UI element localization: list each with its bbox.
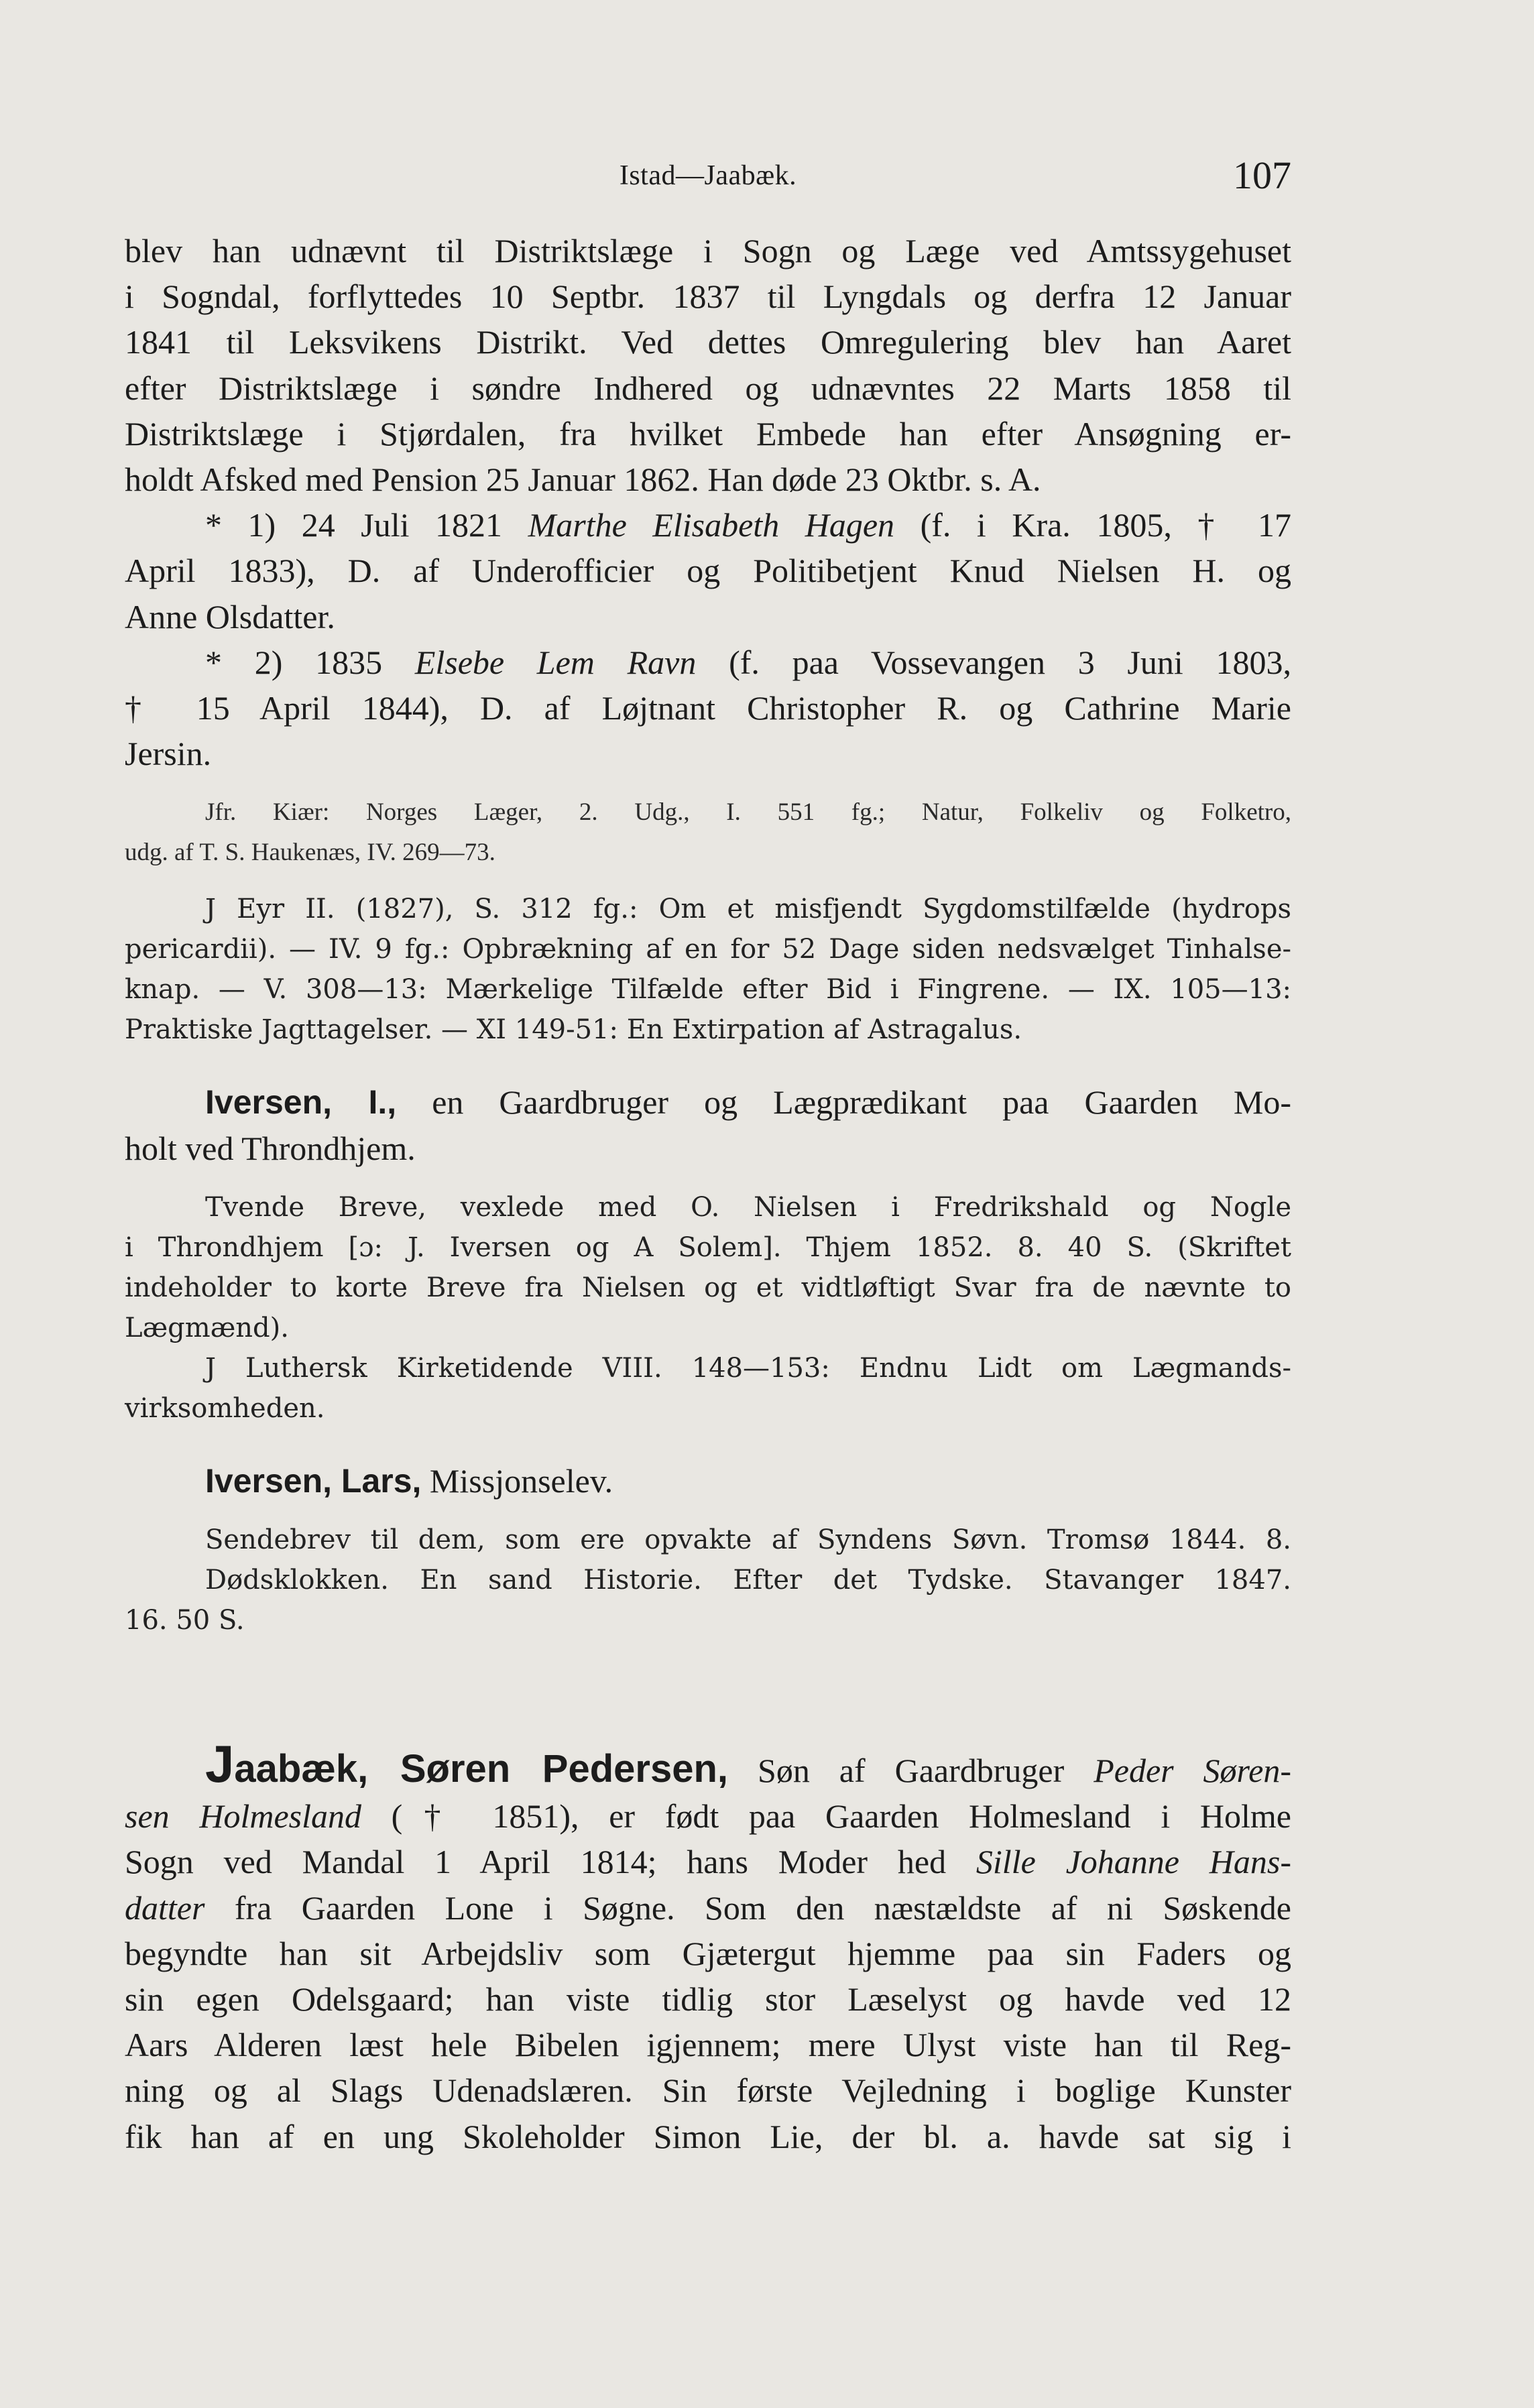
iversen-i-entry bbox=[125, 1079, 1291, 1428]
text-line bbox=[125, 1885, 1291, 1931]
text-line: sin egen Odelsgaard; han viste tidlig stor Læselyst og havde ved 12 bbox=[125, 1980, 1291, 2019]
father-name: Peder Søren- bbox=[1094, 1752, 1291, 1790]
marriage-2-detail: (f. paa Vossevangen 3 Juni 1803, bbox=[696, 643, 1291, 681]
text-line bbox=[125, 1839, 1291, 1884]
istad-entry-tail bbox=[125, 228, 1291, 1050]
text-line: ning og al Slags Udenadslæren. Sin første Vejledning i boglige Kunster bbox=[125, 2071, 1291, 2110]
works-line: Tvende Breve, vexlede med O. Nielsen i Fredrikshald og Nogle bbox=[205, 1191, 1291, 1223]
marriage-2-date: * 2) 1835 bbox=[205, 643, 415, 681]
entry-headword: Iversen, I., bbox=[205, 1083, 397, 1122]
text-line: holt ved Throndhjem. bbox=[125, 1129, 416, 1167]
marriage-1-line bbox=[125, 502, 1291, 548]
text-line: holdt Afsked med Pension 25 Januar 1862. Han døde 23 Oktbr. s. A. bbox=[125, 461, 1041, 499]
text-line bbox=[125, 1793, 1291, 1839]
works-line: i Throndhjem [ɔ: J. Iversen og A Solem]. Thjem 1852. 8. 40 S. (Skriftet bbox=[125, 1231, 1291, 1263]
works-line: Dødsklokken. En sand Historie. Efter det Tydske. Stavanger 1847. bbox=[205, 1565, 1291, 1596]
works-line: Lægmænd). bbox=[125, 1312, 289, 1343]
page-number: 107 bbox=[1233, 154, 1291, 197]
text-line: i Sogndal, forflyttedes 10 Septbr. 1837 til Lyngdals og derfra 12 Januar bbox=[125, 278, 1291, 316]
jaabaek-entry bbox=[125, 1734, 1292, 2159]
entry-heading-line bbox=[125, 1734, 1291, 1794]
marriage-1-detail: (f. i Kra. 1805, † 17 bbox=[894, 506, 1291, 544]
marriage-2-line bbox=[125, 640, 1291, 685]
text-line: Distriktslæge i Stjørdalen, fra hvilket Embede han efter Ansøgning er- bbox=[125, 414, 1291, 453]
spouse-name-1: Marthe Elisabeth Hagen bbox=[528, 506, 895, 544]
text-line: April 1833), D. af Underofficier og Politibetjent Knud Nielsen H. og bbox=[125, 552, 1291, 590]
spouse-name-2: Elsebe Lem Ravn bbox=[414, 643, 697, 681]
text-fragment: Søn af Gaardbruger bbox=[728, 1752, 1094, 1790]
entry-description: en Gaardbruger og Lægprædikant paa Gaarden Mo- bbox=[396, 1083, 1291, 1122]
entry-heading-line bbox=[125, 1079, 1291, 1125]
text-fragment: Sogn ved Mandal 1 April 1814; hans Moder hed bbox=[125, 1843, 976, 1881]
text-line: begyndte han sit Arbejdsliv som Gjætergut hjemme paa sin Faders og bbox=[125, 1934, 1291, 1972]
works-line: virksomheden. bbox=[125, 1392, 325, 1424]
mother-name-cont: datter bbox=[125, 1888, 205, 1927]
running-head: Istad—Jaabæk. bbox=[619, 160, 797, 191]
marriage-1-date: * 1) 24 Juli 1821 bbox=[205, 506, 528, 544]
text-line: fik han af en ung Skoleholder Simon Lie, der bl. a. havde sat sig i bbox=[125, 2117, 1291, 2155]
headword-rest: aabæk, Søren Pedersen, bbox=[234, 1747, 729, 1791]
text-line: Jersin. bbox=[125, 735, 212, 773]
text-line: Anne Olsdatter. bbox=[125, 597, 335, 636]
iversen-lars-entry bbox=[125, 1458, 1291, 1640]
works-line: J Luthersk Kirketidende VIII. 148—153: Endnu Lidt om Lægmands- bbox=[205, 1352, 1291, 1384]
works-line: indeholder to korte Breve fra Nielsen og et vidtløftigt Svar fra de nævnte to bbox=[125, 1272, 1291, 1303]
text-line: blev han udnævnt til Distriktslæge i Sogn og Læge ved Amtssygehuset bbox=[125, 232, 1291, 269]
text-fragment: († 1851), er født paa Gaarden Holmesland i Holme bbox=[361, 1797, 1291, 1835]
entry-description: Missjonselev. bbox=[421, 1461, 613, 1500]
page-body bbox=[125, 228, 1291, 2159]
entry-headword bbox=[205, 1734, 729, 1794]
works-line: J Eyr II. (1827), S. 312 fg.: Om et misfjendt Sygdomstilfælde (hydrops bbox=[205, 894, 1291, 925]
text-line: efter Distriktslæge i søndre Indhered og udnævntes 22 Marts 1858 til bbox=[125, 369, 1291, 407]
works-line: Sendebrev til dem, som ere opvakte af Syndens Søvn. Tromsø 1844. 8. bbox=[205, 1524, 1291, 1556]
text-line: † 15 April 1844), D. af Løjtnant Christopher R. og Cathrine Marie bbox=[125, 689, 1291, 727]
reference-line: Jfr. Kiær: Norges Læger, 2. Udg., I. 551 fg.; Natur, Folkeliv og Folketro, bbox=[205, 798, 1291, 827]
works-line: 16. 50 S. bbox=[125, 1605, 245, 1636]
works-line: knap. — V. 308—13: Mærkelige Tilfælde efter Bid i Fingrene. — IX. 105—13: bbox=[125, 974, 1291, 1006]
headword-initial: J bbox=[205, 1734, 235, 1794]
mother-name: Sille Johanne Hans- bbox=[976, 1843, 1292, 1881]
text-line: Aars Alderen læst hele Bibelen igjennem; mere Ulyst viste han til Reg- bbox=[125, 2026, 1291, 2064]
father-name-cont: sen Holmesland bbox=[125, 1797, 361, 1835]
entry-heading-line bbox=[125, 1458, 1291, 1504]
text-line: 1841 til Leksvikens Distrikt. Ved dettes Omregulering blev han Aaret bbox=[125, 323, 1291, 361]
text-fragment: fra Gaarden Lone i Søgne. Som den næstældste af ni Søskende bbox=[204, 1888, 1291, 1927]
works-line: pericardii). — IV. 9 fg.: Opbrækning af en for 52 Dage siden nedsvælget Tinhalse- bbox=[125, 934, 1291, 965]
page-header bbox=[125, 153, 1291, 213]
reference-line: udg. af T. S. Haukenæs, IV. 269—73. bbox=[125, 839, 495, 867]
entry-headword: Iversen, Lars, bbox=[205, 1461, 422, 1500]
works-line: Praktiske Jagttagelser. — XI 149-51: En Extirpation af Astragalus. bbox=[125, 1014, 1022, 1046]
